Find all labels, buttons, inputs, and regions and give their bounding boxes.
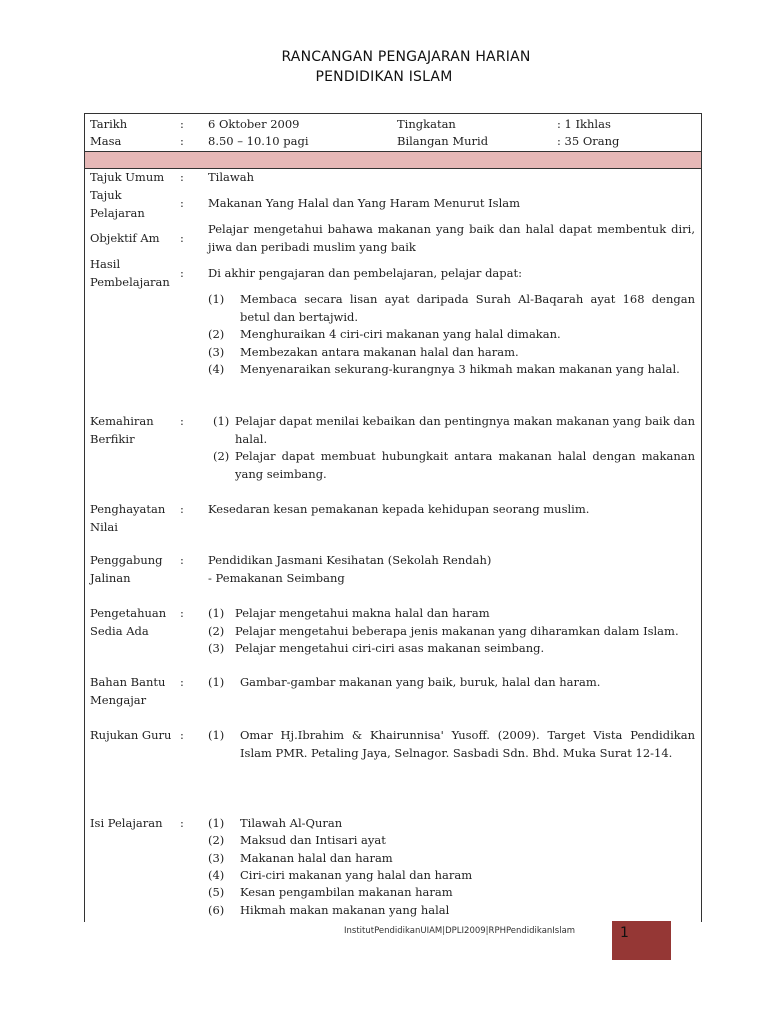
list-item: Ciri-ciri makanan yang halal dan haram (240, 868, 473, 882)
objektif-am-value: Pelajar mengetahui bahawa makanan yang baik dan halal dapat membentuk diri, jiwa dan peribadi muslim yang baik (208, 222, 695, 254)
hasil-label: Hasil Pembelajaran (90, 257, 170, 289)
colon: : (180, 134, 184, 148)
list-item: Pelajar dapat menilai kebaikan dan pentingnya makan makanan yang baik dan halal. (235, 414, 695, 446)
tingkatan-value: : 1 Ikhlas (557, 117, 611, 131)
list-number: (2) (213, 449, 230, 463)
objektif-am-label: Objektif Am (90, 231, 160, 245)
list-item: Makanan halal dan haram (240, 851, 393, 865)
penggabung-label: Penggabung Jalinan (90, 553, 163, 585)
page-subtitle: PENDIDIKAN ISLAM (315, 69, 453, 85)
page-number: 1 (620, 925, 629, 941)
colon: : (180, 414, 184, 428)
bilangan-value: : 35 Orang (557, 134, 620, 148)
pengetahuan-label: Pengetahuan Sedia Ada (90, 606, 167, 638)
list-number: (3) (208, 851, 225, 865)
kemahiran-label: Kemahiran Berfikir (90, 414, 154, 446)
colon: : (180, 266, 184, 280)
masa-value: 8.50 – 10.10 pagi (208, 134, 309, 148)
list-item: Kesan pengambilan makanan haram (240, 885, 453, 899)
list-number: (1) (208, 606, 225, 620)
isi-label: Isi Pelajaran (90, 816, 163, 830)
list-number: (1) (213, 414, 230, 428)
list-number: (4) (208, 868, 225, 882)
list-number: (5) (208, 885, 225, 899)
list-number: (4) (208, 362, 225, 376)
penghayatan-label: Penghayatan Nilai (90, 502, 166, 534)
penggabung-line2: - Pemakanan Seimbang (208, 571, 345, 585)
list-item: Membaca secara lisan ayat daripada Surah Al-Baqarah ayat 168 dengan betul dan bertajwid. (240, 292, 695, 324)
list-number: (6) (208, 903, 225, 917)
page-number-box (612, 921, 671, 960)
bilangan-label: Bilangan Murid (397, 134, 489, 148)
colon: : (180, 196, 184, 210)
list-number: (2) (208, 327, 225, 341)
colon: : (180, 816, 184, 830)
list-number: (3) (208, 641, 225, 655)
tarikh-label: Tarikh (90, 117, 128, 131)
rujukan-label: Rujukan Guru (90, 728, 172, 742)
list-number: (1) (208, 728, 225, 742)
list-number: (2) (208, 833, 225, 847)
list-item: Menghuraikan 4 ciri-ciri makanan yang halal dimakan. (240, 327, 561, 341)
list-number: (1) (208, 816, 225, 830)
colon: : (180, 117, 184, 131)
masa-label: Masa (90, 134, 122, 148)
list-item: Hikmah makan makanan yang halal (240, 903, 450, 917)
colon: : (180, 553, 184, 567)
tingkatan-label: Tingkatan (397, 117, 456, 131)
list-item: Pelajar mengetahui ciri-ciri asas makanan seimbang. (235, 641, 545, 655)
bahan-label: Bahan Bantu Mengajar (90, 675, 166, 707)
colon: : (180, 606, 184, 620)
tarikh-value: 6 Oktober 2009 (208, 117, 300, 131)
penggabung-line1: Pendidikan Jasmani Kesihatan (Sekolah Rendah) (208, 553, 492, 567)
colon: : (180, 170, 184, 184)
list-item: Tilawah Al-Quran (240, 816, 343, 830)
page-footer: InstitutPendidikanUIAM|DPLI2009|RPHPendidikanIslam (344, 926, 576, 936)
penghayatan-value: Kesedaran kesan pemakanan kepada kehidupan seorang muslim. (208, 502, 590, 516)
lesson-plan-table (84, 113, 702, 922)
page-title: RANCANGAN PENGAJARAN HARIAN (281, 49, 531, 65)
list-item: Pelajar dapat membuat hubungkait antara makanan halal dengan makanan yang seimbang. (235, 449, 695, 481)
colon: : (180, 728, 184, 742)
tajuk-umum-value: Tilawah (208, 170, 254, 184)
list-item: Gambar-gambar makanan yang baik, buruk, halal dan haram. (240, 675, 601, 689)
list-number: (1) (208, 675, 225, 689)
list-item: Omar Hj.Ibrahim & Khairunnisa' Yusoff. (2009). Target Vista Pendidikan Islam PMR. Petaling Jaya, Selnagor. Sasbadi Sdn. Bhd. Muka Surat 12-14. (240, 728, 695, 760)
colon: : (180, 675, 184, 689)
list-number: (3) (208, 345, 225, 359)
tajuk-pelajaran-label: Tajuk Pelajaran (90, 188, 145, 220)
tajuk-umum-label: Tajuk Umum (90, 170, 165, 184)
colon: : (180, 231, 184, 245)
hasil-intro: Di akhir pengajaran dan pembelajaran, pelajar dapat: (208, 266, 522, 280)
list-item: Membezakan antara makanan halal dan haram. (240, 345, 519, 359)
list-number: (2) (208, 624, 225, 638)
colon: : (180, 502, 184, 516)
list-item: Pelajar mengetahui makna halal dan haram (235, 606, 490, 620)
list-item: Maksud dan Intisari ayat (240, 833, 386, 847)
list-number: (1) (208, 292, 225, 306)
header-band (85, 151, 701, 169)
list-item: Menyenaraikan sekurang-kurangnya 3 hikmah makan makanan yang halal. (240, 362, 680, 376)
list-item: Pelajar mengetahui beberapa jenis makanan yang diharamkan dalam Islam. (235, 624, 679, 638)
tajuk-pelajaran-value: Makanan Yang Halal dan Yang Haram Menurut Islam (208, 196, 521, 210)
